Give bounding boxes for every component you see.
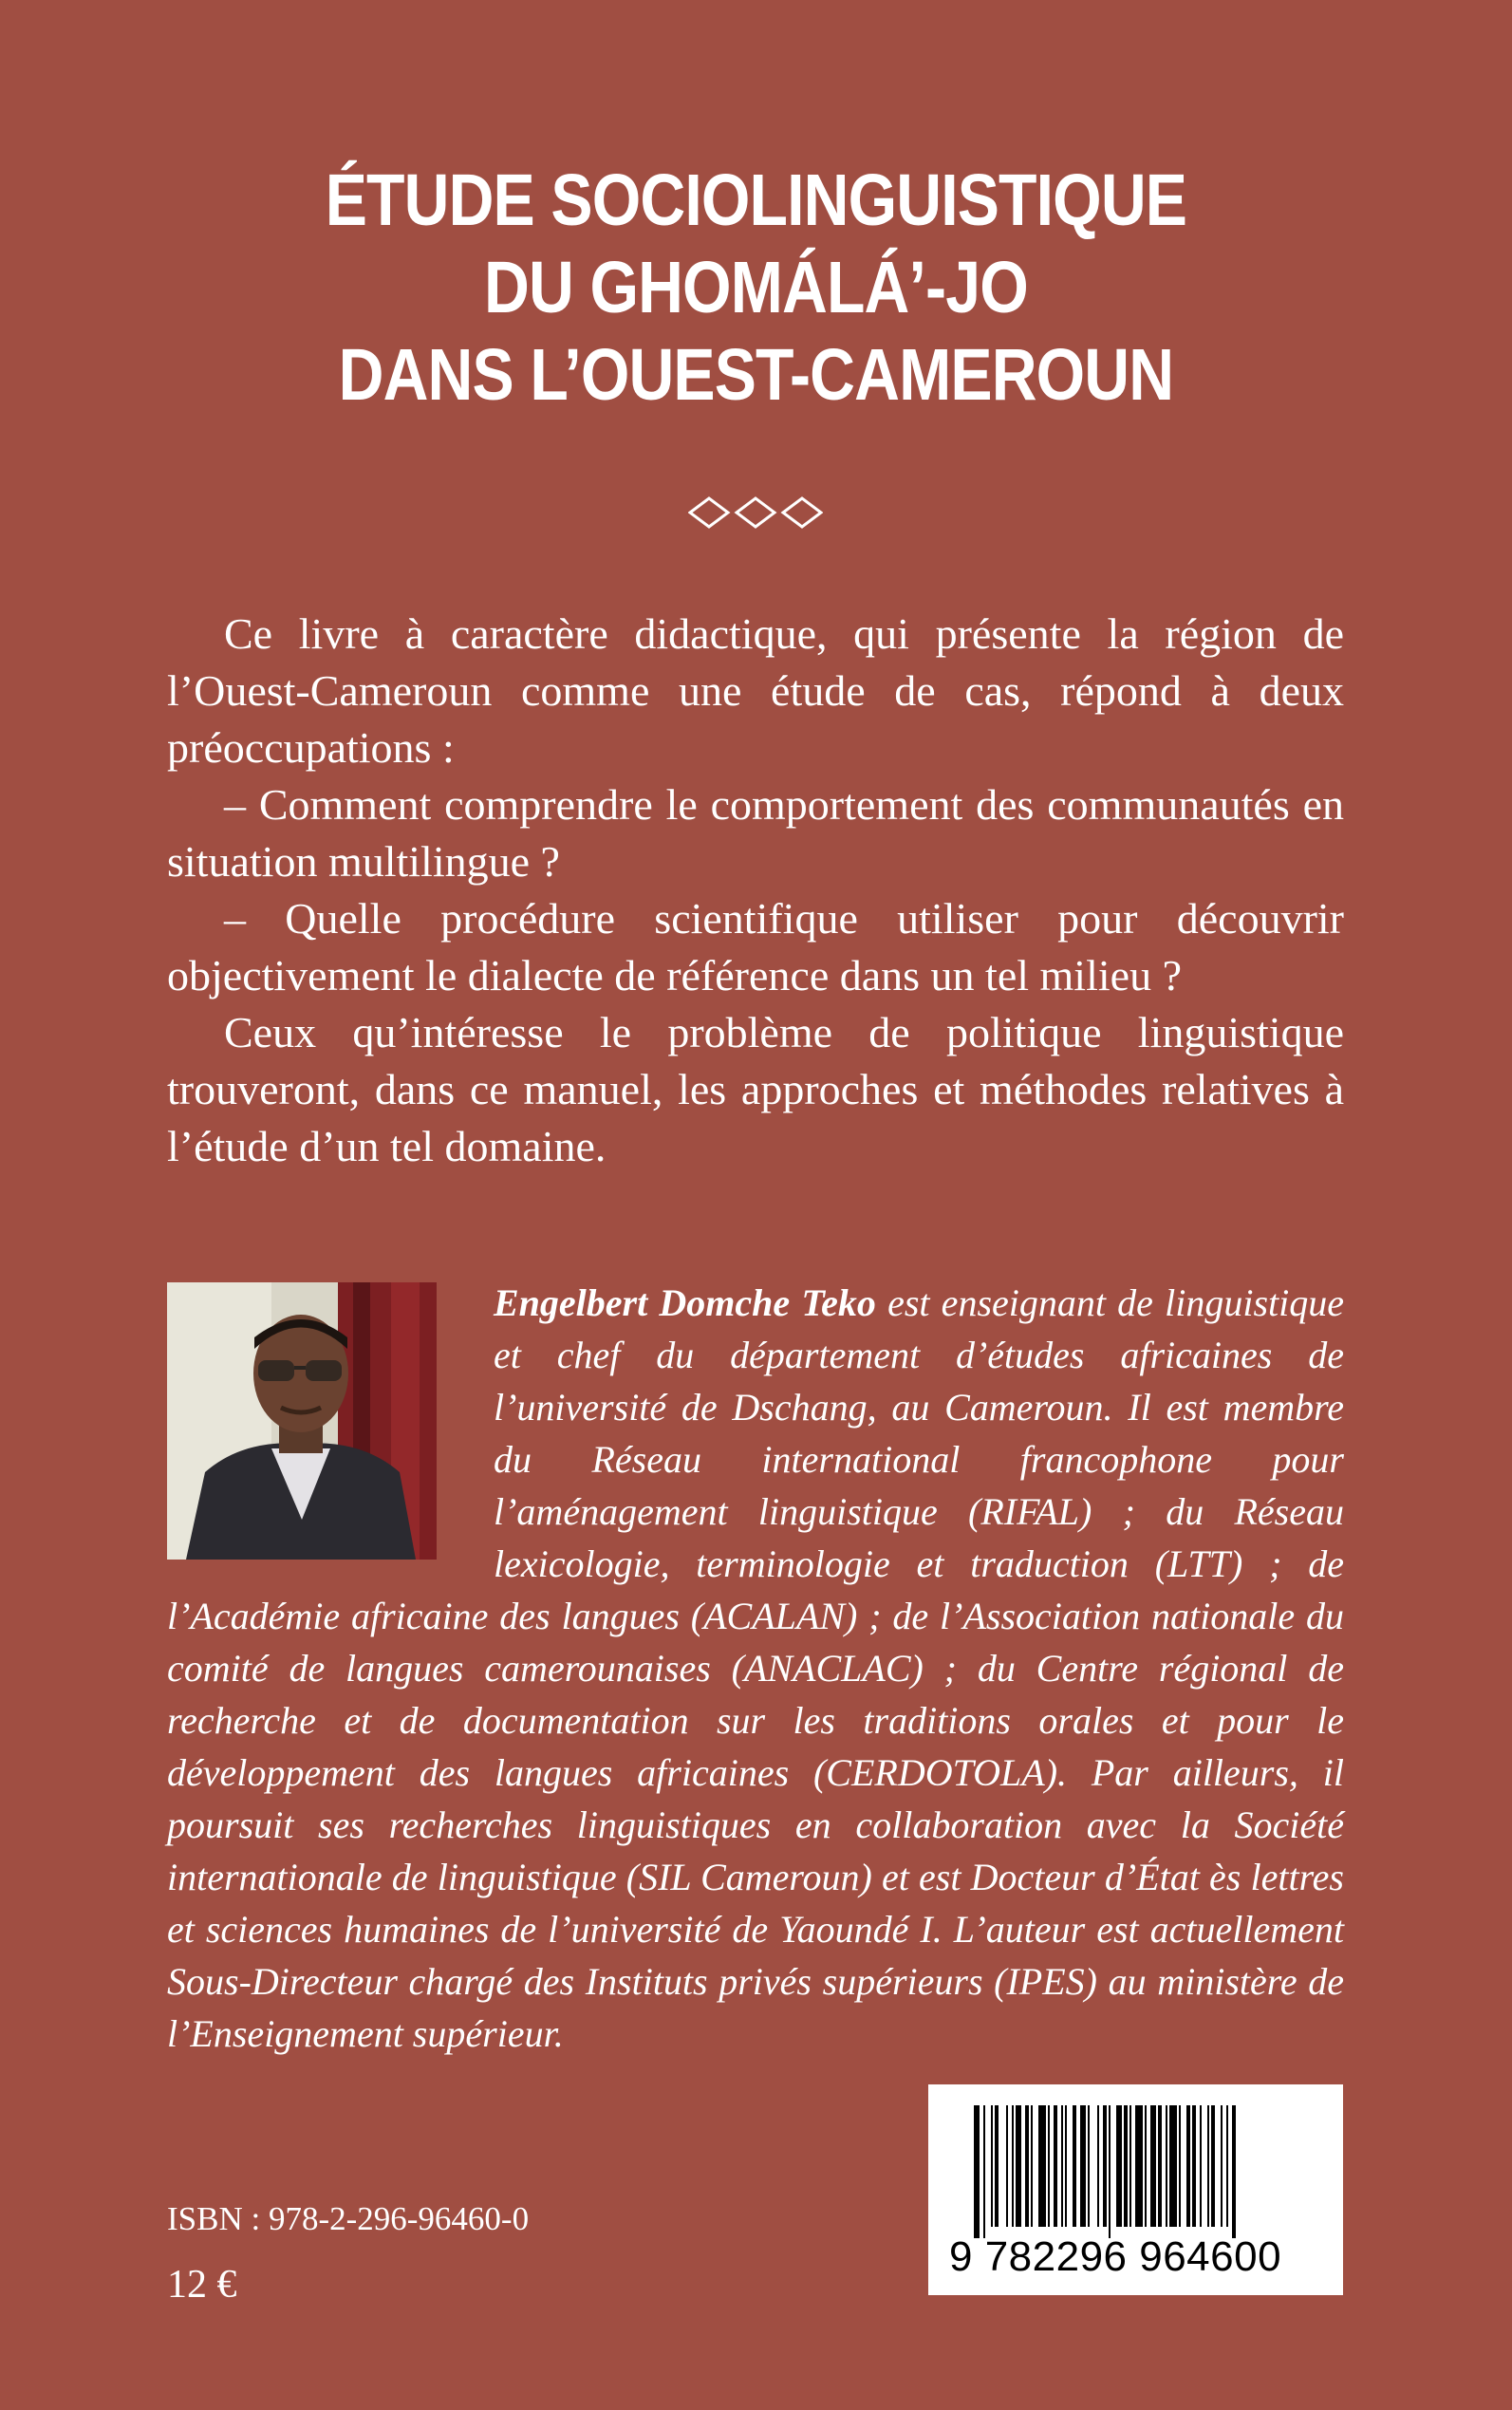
blurb-paragraph-1: Ce livre à caractère didactique, qui présente la région de l’Ouest-Cameroun comme une étude de cas, répond à deux préoccupations : xyxy=(167,609,1344,772)
isbn: ISBN : 978-2-296-96460-0 xyxy=(167,2200,530,2237)
blurb-paragraph-4: Ceux qu’intéresse le problème de politique linguistique trouveront, dans ce manuel, les approches et méthodes relatives à l’étude d’un tel domaine. xyxy=(167,1008,1344,1170)
author-bio xyxy=(167,1277,1344,2060)
blurb-paragraph-2: – Comment comprendre le comportement des communautés en situation multilingue ? xyxy=(167,780,1344,886)
title-line-1: ÉTUDE SOCIOLINGUISTIQUE xyxy=(325,159,1187,241)
title-line-3: DANS L’OUEST-CAMEROUN xyxy=(338,334,1174,416)
back-cover-blurb xyxy=(167,606,1344,1175)
barcode xyxy=(928,2084,1343,2295)
barcode-bars-icon xyxy=(974,2105,1300,2238)
diamond-ornament-icon xyxy=(688,495,823,530)
title-line-2: DU GHOMÁLÁ’-JO xyxy=(483,247,1028,328)
blurb-paragraph-3: – Quelle procédure scientifique utiliser pour découvrir objectivement le dialecte de référence dans un tel milieu ? xyxy=(167,894,1344,999)
book-title xyxy=(105,157,1406,419)
author-bio-text: est enseignant de linguistique et chef du département d’études africaines de l’université de Dschang, au Cameroun. Il est membre du Réseau international francophone pour l’aménagement linguistique (RIFAL) ; du Réseau lexicologie, terminologie et traduction (LTT) ; de l’Académie africaine des langues (ACALAN) ; de l’Association nationale du comité de langues camerounaises (ANACLAC) ; du Centre régional de recherche et de documentation sur les traditions orales et pour le développement des langues africaines (CERDOTOLA). Par ailleurs, il poursuit ses recherches linguistiques en collaboration avec la Société internationale de linguistique (SIL Cameroun) et est Docteur d’État ès lettres et sciences humaines de l’université de Yaoundé I. L’auteur est actuellement Sous-Directeur chargé des Instituts privés supérieurs (IPES) au ministère de l’Enseignement supérieur. xyxy=(167,1281,1344,2055)
barcode-digits: 9 782296 964600 xyxy=(949,2233,1282,2280)
author-name: Engelbert Domche Teko xyxy=(494,1281,876,1324)
price: 12 € xyxy=(167,2263,237,2307)
